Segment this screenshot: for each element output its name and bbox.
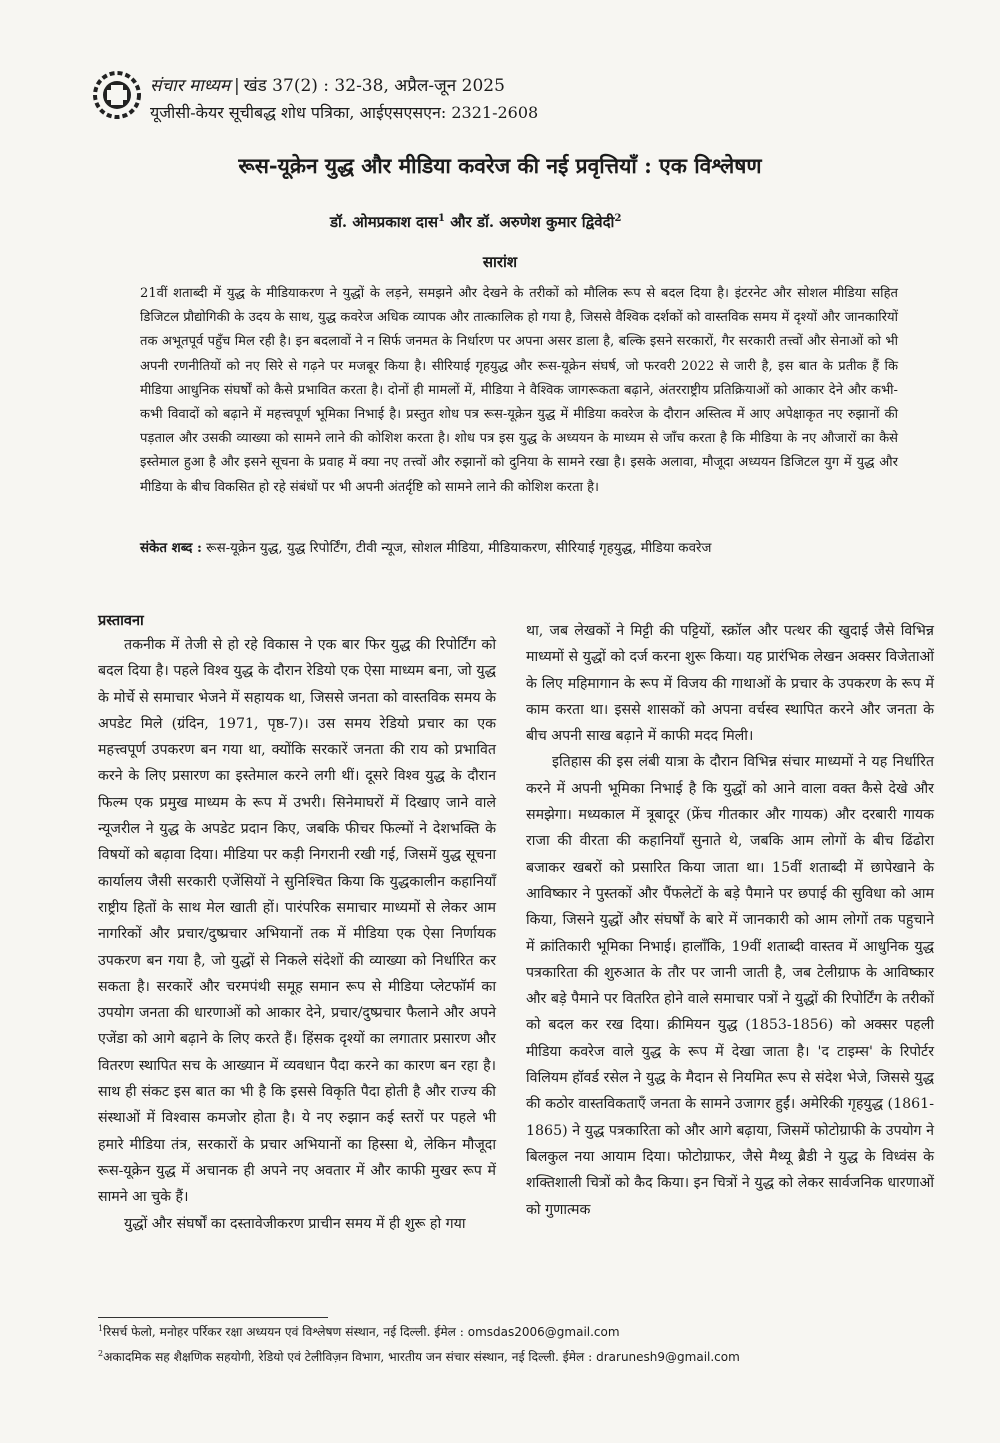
author-1: डॉ. ओमप्रकाश दास — [330, 213, 439, 231]
author-joiner: और — [445, 213, 477, 231]
footnote-1-mark: 1 — [98, 1323, 104, 1333]
footnote-2-text: अकादमिक सह शैक्षणिक सहयोगी, रेडियो एवं टेलीविज़न विभाग, भारतीय जन संचार संस्थान, नई दिल्ली. ईमेल : — [103, 1350, 597, 1364]
footnote-rule — [98, 1317, 328, 1318]
author-2: डॉ. अरुणेश कुमार द्विवेदी — [476, 213, 615, 231]
footnote-1-text: रिसर्च फेलो, मनोहर पर्रिकर रक्षा अध्ययन एवं विश्लेषण संस्थान, नई दिल्ली. ईमेल : — [103, 1325, 468, 1339]
footnote-1 — [98, 1323, 620, 1340]
left-paragraph-2: युद्धों और संघर्षों का दस्तावेजीकरण प्राचीन समय में ही शुरू हो गया — [124, 1215, 466, 1232]
body-column-right — [526, 618, 934, 1223]
section-heading: प्रस्तावना — [98, 612, 144, 629]
footnote-2-mark: 2 — [98, 1348, 104, 1358]
issue-info: खंड 37(2) : 32-38, अप्रैल-जून 2025 — [243, 76, 505, 96]
abstract-text: 21वीं शताब्दी में युद्ध के मीडियाकरण ने युद्धों के लड़ने, समझने और देखने के तरीकों को मौलिक रूप से बदल दिया है। इंटरनेट और सोशल मीडिया सहित डिजिटल प्रौद्योगिकी के उदय के साथ, युद्ध कवरेज अधिक व्यापक और तात्कालिक हो गया है, जिससे वैश्विक दर्शकों को वास्तविक समय में दृश्यों और जानकारियों तक अभूतपूर्व पहुँच मिल रही है। इन बदलावों ने न सिर्फ जनमत के निर्धारण पर अपना असर डाला है, बल्कि इसने सरकारों, गैर सरकारी तत्त्वों और सेनाओं को भी अपनी रणनीतियों को नए सिरे से गढ़ने पर मजबूर किया है। सीरियाई गृहयुद्ध और रूस-यूक्रेन संघर्ष, जो फरवरी 2022 से जारी है, इस बात के प्रतीक हैं कि मीडिया आधुनिक संघर्षों को कैसे प्रभावित करता है। दोनों ही मामलों में, मीडिया ने वैश्विक जागरूकता बढ़ाने, अंतरराष्ट्रीय प्रतिक्रियाओं को आकार देने और कभी-कभी विवादों को बढ़ाने में महत्त्वपूर्ण भूमिका निभाई है। प्रस्तुत शोध पत्र रूस-यूक्रेन युद्ध में मीडिया कवरेज के दौरान अस्तित्व में आए अपेक्षाकृत नए रुझानों की पड़ताल और उसकी व्याख्या को सामने लाने की कोशिश करता है। शोध पत्र इस युद्ध के अध्ययन के माध्यम से जाँच करता है कि मीडिया के नए औजारों का कैसे इस्तेमाल हुआ है और इसने सूचना के प्रवाह में क्या नए तत्त्वों और रुझानों को दुनिया के सामने रखा है। इसके अलावा, मौजूदा अध्ययन डिजिटल युग में युद्ध और मीडिया के बीच विकसित हो रहे संबंधों पर भी अपनी अंतर्दृष्टि को सामने लाने की कोशिश करता है। — [140, 286, 898, 495]
journal-logo-icon — [92, 70, 142, 120]
author-2-mark: 2 — [614, 213, 622, 224]
right-paragraph-2: इतिहास की इस लंबी यात्रा के दौरान विभिन्न संचार माध्यमों ने यह निर्धारित करने में अपनी भूमिका निभाई है कि युद्धों को आने वाला वक्त कैसे देखे और समझेगा। मध्यकाल में त्रूबादूर (फ्रेंच गीतकार और गायक) और दरबारी गायक राजा की वीरता की कहानियाँ सुनाते थे, जबकि आम लोगों के बीच ढिंढोरा बजाकर खबरों को प्रसारित किया जाता था। 15वीं शताब्दी में छापेखाने के आविष्कार ने पुस्तकों और पैंफलेटों के बड़े पैमाने पर छपाई की सुविधा को आम किया, जिसने युद्धों और संघर्षों के बारे में जानकारी को आम लोगों तक पहुचाने में क्रांतिकारी भूमिका निभाई। हालाँकि, 19वीं शताब्दी वास्तव में आधुनिक युद्ध पत्रकारिता की शुरुआत के तौर पर जानी जाती है, जब टेलीग्राफ के आविष्कार और बड़े पैमाने पर वितरित होने वाले समाचार पत्रों ने युद्धों की रिपोर्टिंग के तरीकों को बदल कर रख दिया। क्रीमियन युद्ध (1853-1856) को अक्सर पहली मीडिया कवरेज वाले युद्ध के रूप में देखा जाता है। 'द टाइम्स' के रिपोर्टर विलियम हॉवर्ड रसेल ने युद्ध के मैदान से नियमित रूप से संदेश भेजे, जिससे युद्ध की कठोर वास्तविकताएँ जनता के सामने उजागर हुईं। अमेरिकी गृहयुद्ध (1861-1865) ने युद्ध पत्रकारिता को और आगे बढ़ाया, जिसमें फोटोग्राफी के उपयोग ने बिलकुल नया आयाम दिया। फोटोग्राफर, जैसे मैथ्यू ब्रैडी ने युद्ध के विध्वंस के शक्तिशाली चित्रों को कैद किया। इन चित्रों ने युद्ध को लेकर सार्वजनिक धारणाओं को गुणात्मक — [526, 754, 934, 1218]
keywords-label: संकेत शब्द : — [140, 540, 202, 556]
footnote-2 — [98, 1348, 740, 1365]
keywords — [140, 538, 900, 556]
abstract-heading: सारांश — [482, 253, 518, 271]
keywords-text: रूस-यूक्रेन युद्ध, युद्ध रिपोर्टिंग, टीवी न्यूज, सोशल मीडिया, मीडियाकरण, सीरियाई गृहयुद्ध, मीडिया कवरेज — [201, 541, 712, 556]
right-paragraph-1: था, जब लेखकों ने मिट्टी की पट्टियों, स्क्रॉल और पत्थर की खुदाई जैसे विभिन्न माध्यमों से युद्धों को दर्ज करना शुरू किया। यह प्रारंभिक लेखन अक्सर विजेताओं के लिए महिमागान के रूप में विजय की गाथाओं के प्रचार के उपकरण के रूप में काम करता था। इससे शासकों को अपना वर्चस्व स्थापित करने और जनता के बीच अपनी साख बढ़ाने में काफी मदद मिली। — [526, 623, 934, 745]
article-title: रूस-यूक्रेन युद्ध और मीडिया कवरेज की नई प्रवृत्तियाँ : एक विश्लेषण — [238, 153, 762, 178]
ugc-line: यूजीसी-केयर सूचीबद्ध शोध पत्रिका, आईएसएसएन: 2321-2608 — [150, 103, 539, 122]
journal-name: संचार माध्यम — [150, 76, 231, 96]
body-column-left — [98, 610, 496, 1237]
left-paragraph-1: तकनीक में तेजी से हो रहे विकास ने एक बार फिर युद्ध की रिपोर्टिंग को बदल दिया है। पहले विश्व युद्ध के दौरान रेडियो एक ऐसा माध्यम बना, जो युद्ध के मोर्चे से समाचार भेजने में सहायक था, जिससे जनता को वास्तविक समय के अपडेट मिले (ग्रंदिन, 1971, पृष्ठ-7)। उस समय रेडियो प्रचार का एक महत्त्वपूर्ण उपकरण बन गया था, क्योंकि सरकारें जनता की राय को प्रभावित करने के लिए प्रसारण का इस्तेमाल करने लगी थीं। दूसरे विश्व युद्ध के दौरान फिल्म एक प्रमुख माध्यम के रूप में उभरी। सिनेमाघरों में दिखाए जाने वाले न्यूजरील ने युद्ध के अपडेट प्रदान किए, जबकि फीचर फिल्मों ने देशभक्ति के विषयों को बढ़ावा दिया। मीडिया पर कड़ी निगरानी रखी गई, जिसमें युद्ध सूचना कार्यालय जैसी सरकारी एजेंसियों ने सुनिश्चित किया कि युद्धकालीन कहानियाँ राष्ट्रीय हितों के साथ मेल खाती हों। पारंपरिक समाचार माध्यमों से लेकर आम नागरिकों और प्रचार/दुष्प्रचार अभियानों तक में मीडिया एक ऐसा निर्णायक उपकरण बन गया है, जो युद्धों से निकले संदेशों की व्याख्या को निर्धारित कर सकता है। सरकारें और चरमपंथी समूह समान रूप से मीडिया प्लेटफॉर्म का उपयोग जनता की धारणाओं को आकार देने, प्रचार/दुष्प्रचार फैलाने और अपने एजेंडा को आगे बढ़ाने के लिए करते हैं। हिंसक दृश्यों का लगातार प्रसारण और वितरण स्थापित सच के आख्यान में व्यवधान पैदा करने का कारण बन रहा है। साथ ही संकट इस बात का भी है कि इससे विकृति पैदा होती है और राज्य की संस्थाओं में विश्वास कमजोर होता है। ये नए रुझान कई स्तरों पर पहले भी हमारे मीडिया तंत्र, सरकारों के प्रचार अभियानों का हिस्सा थे, लेकिन मौजूदा रूस-यूक्रेन युद्ध में अचानक ही अपने नए अवतार में और काफी मुखर रूप में सामने आ चुके हैं। — [98, 637, 496, 1206]
footnote-2-email[interactable]: drarunesh9@gmail.com — [596, 1350, 740, 1364]
journal-header: संचार माध्यम | खंड 37(2) : 32-38, अप्रैल-जून 2025 — [150, 76, 505, 96]
footnote-1-email[interactable]: omsdas2006@gmail.com — [467, 1325, 620, 1339]
author-line — [330, 212, 621, 232]
author-1-mark: 1 — [438, 213, 445, 224]
